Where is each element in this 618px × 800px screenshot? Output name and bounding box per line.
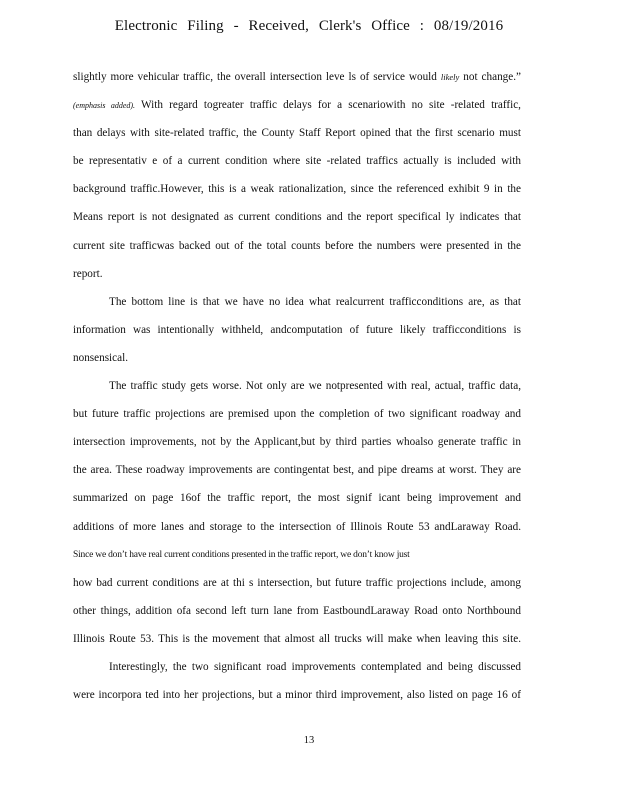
emphasis-text: (emphasis added). (73, 101, 136, 111)
text-line: report. (73, 267, 103, 280)
text-line: Illinois Route 53. This is the movement that almost all trucks will make when leaving this site. (73, 632, 521, 645)
text-line: be representativ e of a current condition where site -related traffics actually is included with (73, 155, 521, 168)
text-line: other things, addition ofa second left turn lane from EastboundLaraway Road onto Northbound (73, 604, 521, 617)
text-line: how bad current conditions are at thi s intersection, but future traffic projections include, among (73, 576, 521, 589)
document-header: Electronic Filing - Received, Clerk's Office : 08/19/2016 (114, 18, 504, 34)
text-line: information was intentionally withheld, andcomputation of future likely trafficconditions is (73, 323, 521, 336)
text-run: slightly more vehicular traffic, the overall intersection leve ls of service would (73, 71, 437, 83)
text-run: With regard togreater traffic delays for a scenariowith no site -related traffic, (141, 99, 521, 112)
text-line: current site trafficwas backed out of the total counts before the numbers were presented in the (73, 239, 521, 252)
text-line: were incorpora ted into her projections, but a minor third improvement, also listed on page 16 of (73, 689, 521, 702)
text-line: than delays with site-related traffic, the County Staff Report opined that the first scenario must (73, 127, 521, 140)
text-line: nonsensical. (73, 351, 128, 364)
text-line (73, 69, 521, 97)
text-line: background traffic.However, this is a weak rationalization, since the referenced exhibit 9 in the (73, 183, 521, 196)
text-line: but future traffic projections are premised upon the completion of two significant roadway and (73, 408, 521, 421)
page-number: 13 (303, 735, 315, 746)
text-line: intersection improvements, not by the Applicant,but by third parties whoalso generate traffic in (73, 436, 521, 449)
emphasis-text: likely (440, 72, 460, 82)
text-line: additions of more lanes and storage to the intersection of Illinois Route 53 andLaraway Road. (73, 520, 521, 533)
text-line: summarized on page 16of the traffic report, the most signif icant being improvement and (73, 492, 521, 505)
text-line: Since we don’t have real current conditions presented in the traffic report, we don’t know just (73, 549, 410, 560)
text-line: The traffic study gets worse. Not only are we notpresented with real, actual, traffic data, (109, 380, 521, 393)
document-body (73, 69, 521, 715)
text-line (73, 97, 521, 125)
text-line: The bottom line is that we have no idea what realcurrent trafficconditions are, as that (109, 295, 521, 308)
text-line: Interestingly, the two significant road improvements contemplated and being discussed (109, 660, 521, 673)
text-line: Means report is not designated as current conditions and the report specifical ly indicates that (73, 211, 521, 224)
text-line: the area. These roadway improvements are contingentat best, and pipe dreams at worst. They are (73, 464, 521, 477)
text-run: not change.” (463, 71, 521, 83)
